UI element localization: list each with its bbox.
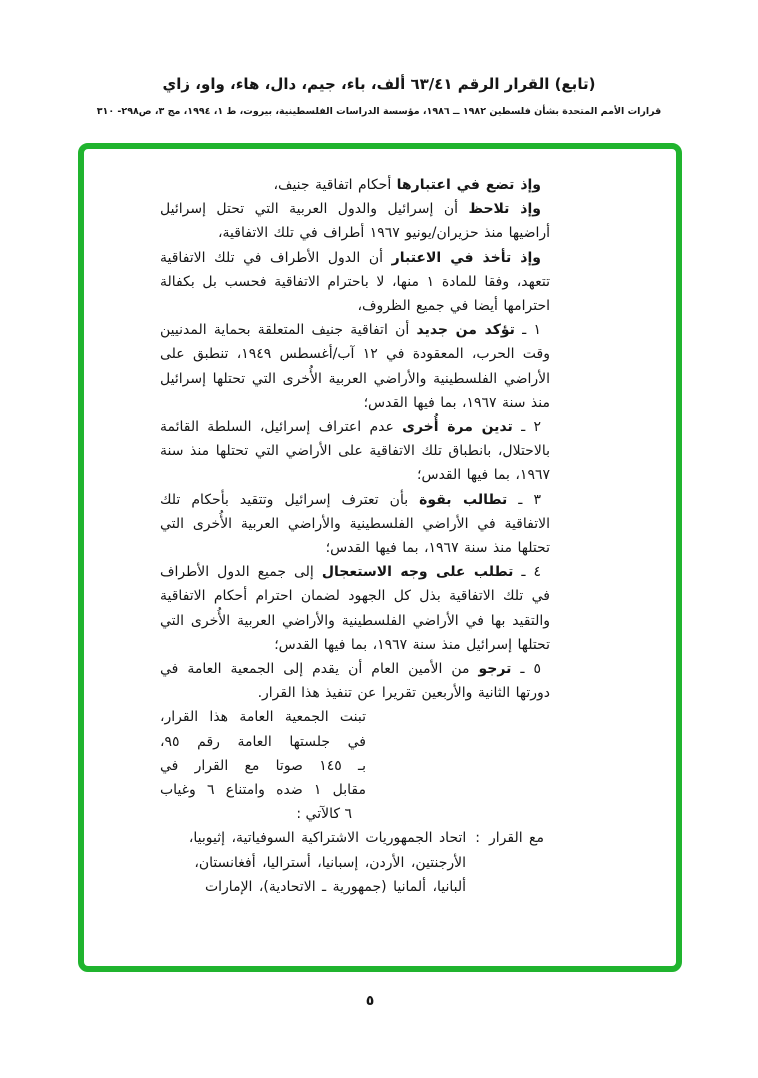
preamble-paragraph [160, 246, 550, 319]
paragraph-text: من الأمين العام أن يقدم إلى الجمعية العامة في دورتها الثانية والأربعين تقريرا عن تنفيذ هذا القرار. [160, 661, 550, 702]
paragraph-lead: تطلب على وجه الاستعجال [321, 564, 514, 581]
operative-paragraph-1 [160, 318, 550, 415]
item-number: ٣ ـ [507, 491, 541, 508]
paragraph-lead: وإذ تأخذ في الاعتبار [391, 249, 541, 266]
paragraph-text: بأن تعترف إسرائيل وتتقيد بأحكام تلك الاتفاقية في الأراضي الفلسطينية والأراضي العربية الأُخرى التي تحتلها منذ سنة ١٩٦٧، بما فيها القدس؛ [160, 491, 550, 557]
operative-paragraph-5 [160, 657, 550, 705]
item-number: ٥ ـ [511, 661, 541, 678]
adoption-note-line: بـ ١٤٥ صوتا مع القرار في [160, 757, 366, 774]
adoption-note-line: تبنت الجمعية العامة هذا القرار، [160, 709, 366, 726]
paragraph-lead: تطالب بقوة [419, 491, 508, 508]
paragraph-text: أن إسرائيل والدول العربية التي تحتل إسرائيل أراضيها منذ حزيران/يونيو ١٩٦٧ أطراف في تلك الاتفاقية، [160, 201, 550, 242]
item-number: ٢ ـ [512, 419, 541, 436]
paragraph-lead: وإذ تضع في اعتبارها [396, 177, 541, 193]
preamble-paragraph [160, 173, 550, 197]
adoption-note-line: ٦ كالآتي : [296, 806, 352, 823]
paragraph-lead: وإذ تلاحظ [468, 201, 541, 218]
item-number: ٤ ـ [513, 564, 541, 581]
paragraph-lead: تؤكد من جديد [416, 322, 515, 339]
page-number: ٥ [365, 993, 375, 1009]
paragraph-text: أن الدول الأطراف في تلك الاتفاقية تتعهد، وفقا للمادة ١ منها، لا باحترام الاتفاقية فحسب بل بكفالة احترامها أيضا في جميع الظروف، [160, 249, 550, 315]
item-number: ١ ـ [514, 322, 541, 339]
adoption-note [160, 705, 366, 826]
page-header [0, 75, 758, 117]
source-citation-line: قرارات الأمم المتحدة بشأن فلسطين ١٩٨٢ ــ ١٩٨٦، مؤسسة الدراسات الفلسطينية، بيروت، ط ١، ١٩٩٤، مج ٣، ص٢٩٨- ٣١٠ [96, 106, 662, 117]
resolution-body [160, 173, 550, 899]
operative-paragraph-3 [160, 488, 550, 561]
paragraph-lead: ترجو [478, 661, 512, 678]
adoption-note-line: مقابل ١ ضده وامتناع ٦ وغياب [160, 782, 367, 799]
paragraph-lead: تدين مرة أُخرى [402, 419, 513, 436]
vote-record [160, 826, 544, 899]
paragraph-text: إلى جميع الدول الأطراف في تلك الاتفاقية بذل كل الجهود لضمان احترام أحكام الاتفاقية والتقيد بها في الأراضي الفلسطينية والأراضي العربية الأُخرى التي تحتلها إسرائيل منذ سنة ١٩٦٧، بما فيها القدس؛ [160, 564, 550, 653]
operative-paragraph-2 [160, 415, 550, 488]
paragraph-text: عدم اعتراف إسرائيل، السلطة القائمة بالاحتلال، بانطباق تلك الاتفاقية على الأراضي التي تحتلها منذ سنة ١٩٦٧، بما فيها القدس؛ [160, 419, 550, 484]
operative-paragraph-4 [160, 560, 550, 657]
adoption-note-line: في جلستها العامة رقم ٩٥، [160, 733, 366, 750]
green-border-box [78, 143, 682, 972]
vote-countries-for: اتحاد الجمهوريات الاشتراكية السوفياتية، إثيوبيا، الأرجنتين، الأردن، إسبانيا، أستراليا، أفغانستان، ألبانيا، ألمانيا (جمهورية ـ الاتحادية)، الإمارات [188, 830, 467, 895]
paragraph-text: أحكام اتفاقية جنيف، [273, 177, 397, 193]
vote-colon: : [475, 830, 480, 847]
paragraph-text: أن اتفاقية جنيف المتعلقة بحماية المدنيين وقت الحرب، المعقودة في ١٢ آب/أغسطس ١٩٤٩، تنطبق على الأراضي الفلسطينية والأراضي العربية الأُخرى التي تحتلها إسرائيل منذ سنة ١٩٦٧، بما فيها القدس؛ [160, 322, 550, 411]
resolution-title: (تابع) القرار الرقم ٦٣/٤١ ألف، باء، جيم، دال، هاء، واو، زاي [162, 75, 596, 93]
vote-label: مع القرار [488, 830, 544, 847]
preamble-paragraph [160, 197, 550, 245]
